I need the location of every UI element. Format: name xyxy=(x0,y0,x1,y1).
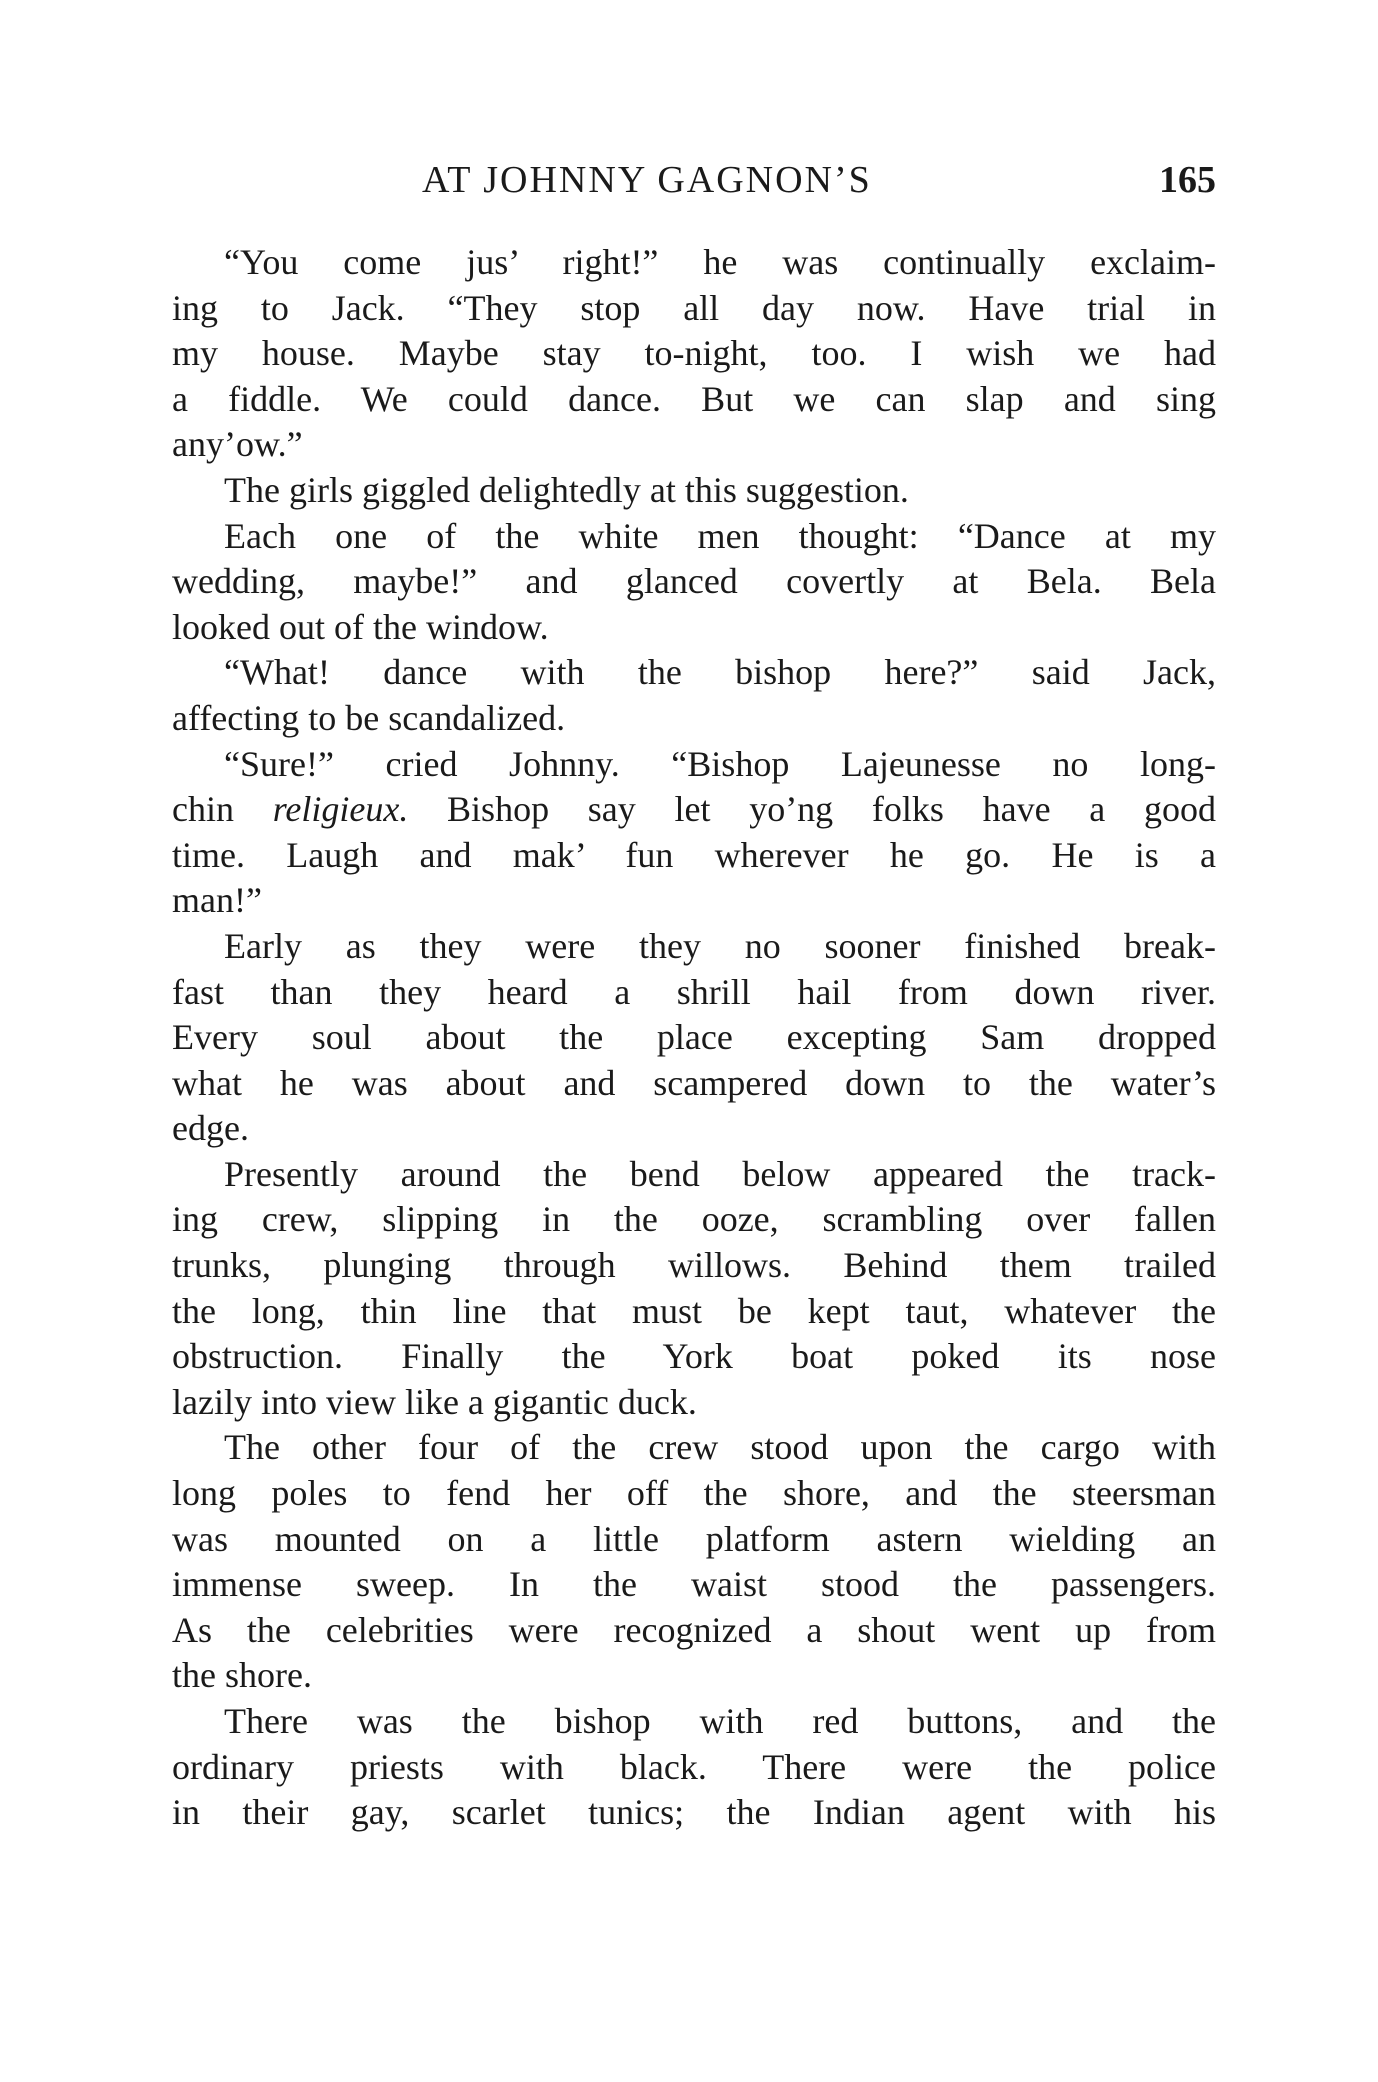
text-line: wedding, maybe!” and glanced covertly at Bela. Bela xyxy=(172,561,1216,602)
text-line: my house. Maybe stay to-night, too. I wish we had xyxy=(172,333,1216,374)
text-line: affecting to be scandalized. xyxy=(172,697,566,738)
text-line: ing to Jack. “They stop all day now. Have trial in xyxy=(172,287,1216,328)
text-line: immense sweep. In the waist stood the passengers. xyxy=(172,1564,1216,1605)
italic-word: religieux. xyxy=(272,789,409,830)
text-line: the long, thin line that must be kept taut, whatever the xyxy=(172,1290,1216,1331)
text-line: obstruction. Finally the York boat poked its nose xyxy=(172,1336,1216,1377)
body-text xyxy=(172,240,1216,1836)
text-line: lazily into view like a gigantic duck. xyxy=(172,1381,697,1422)
text-line: trunks, plunging through willows. Behind them trailed xyxy=(172,1245,1216,1286)
text-line: There was the bishop with red buttons, and the xyxy=(224,1701,1216,1741)
text-line: Early as they were they no sooner finished break- xyxy=(224,925,1216,966)
paragraph xyxy=(172,742,1216,924)
text-line: ing crew, slipping in the ooze, scrambling over fallen xyxy=(172,1199,1216,1240)
text-line: “Sure!” cried Johnny. “Bishop Lajeunesse no long- xyxy=(224,743,1216,784)
paragraph xyxy=(172,650,1216,741)
paragraph xyxy=(172,1699,1216,1836)
paragraph xyxy=(172,240,1216,468)
text-line: fast than they heard a shrill hail from down river. xyxy=(172,971,1216,1012)
text-line: was mounted on a little platform astern wielding an xyxy=(172,1518,1216,1559)
text-line: a fiddle. We could dance. But we can slap and sing xyxy=(172,378,1216,419)
text-line: man!” xyxy=(172,880,262,921)
text-line: long poles to fend her off the shore, and the steersman xyxy=(172,1473,1216,1514)
paragraph xyxy=(172,1425,1216,1699)
text-line: the shore. xyxy=(172,1655,312,1696)
text-line: Presently around the bend below appeared the track- xyxy=(224,1153,1216,1194)
text-line: Every soul about the place excepting Sam dropped xyxy=(172,1017,1216,1058)
paragraph xyxy=(172,468,1216,514)
running-title: AT JOHNNY GAGNON’S xyxy=(422,159,872,201)
text-line: As the celebrities were recognized a shout went up from xyxy=(172,1609,1216,1650)
text-line: Each one of the white men thought: “Dance at my xyxy=(224,515,1216,556)
text-line-with-italic xyxy=(172,787,1216,833)
text-line: time. Laugh and mak’ fun wherever he go. He is a xyxy=(172,834,1216,875)
text-line: what he was about and scampered down to the water’s xyxy=(172,1062,1216,1103)
running-head xyxy=(172,158,1216,218)
paragraph xyxy=(172,1152,1216,1426)
page-number: 165 xyxy=(1159,159,1216,201)
text-line: edge. xyxy=(172,1108,249,1149)
text-line: The girls giggled delightedly at this suggestion. xyxy=(224,469,909,510)
text-fragment: Bishop say let yo’ng folks have a good xyxy=(447,789,1216,830)
text-line: in their gay, scarlet tunics; the Indian agent with his xyxy=(172,1792,1216,1833)
text-line: The other four of the crew stood upon the cargo with xyxy=(224,1427,1216,1468)
text-line: “What! dance with the bishop here?” said Jack, xyxy=(224,652,1216,693)
text-line: looked out of the window. xyxy=(172,606,549,647)
text-line: “You come jus’ right!” he was continually exclaim- xyxy=(224,242,1216,282)
paragraph xyxy=(172,924,1216,1152)
text-line: ordinary priests with black. There were the police xyxy=(172,1746,1216,1787)
paragraph xyxy=(172,514,1216,651)
text-line: any’ow.” xyxy=(172,424,303,465)
text-fragment: chin xyxy=(172,789,234,830)
